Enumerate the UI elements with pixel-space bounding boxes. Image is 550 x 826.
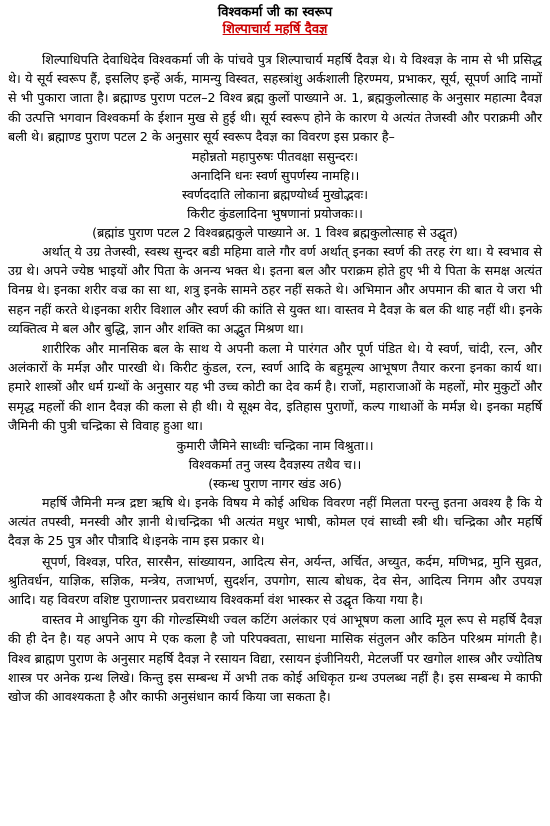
paragraph-intro: शिल्पाधिपति देवाधिदेव विश्वकर्मा जी के पांचवे पुत्र शिल्पाचार्य महर्षि दैवज्ञ थे। ये विश्वज्ञ के नाम से भी प्रसिद्ध थे। ये सूर्य स्वरूप हैं, इसलिए इन्हें अर्क, मामन्यु विस्वत, सहस्त्रांशु अर्कशाली हिरण्मय, प्रभाकर, सूर्य, सूपर्ण आदि नामों से भी पुकारा जाता है। ब्रह्माण्ड पुराण पटल–2 विश्व ब्रह्म कुलों पाख्याने अ. 1, ब्रह्मकुलोत्साह के अनुसार महात्मा दैवज्ञ की उत्पत्ति भगवान विश्वकर्मा के ईशान मुख से हुई थी। सूर्य स्वरूप होने के कारण ये अत्यंत तेजस्वी और पराक्रमी और बली थे। ब्रह्माण्ड पुराण पटल 2 के अनुसार सूर्य स्वरूप दैवज्ञ का विवरण इस प्रकार है– [8, 52, 542, 144]
paragraph-meaning: अर्थात् ये उग्र तेजस्वी, स्वस्थ सुन्दर बडी महिमा वाले गौर वर्ण अर्थात् इनका स्वर्ण की तरह रंग था। ये स्वभाव से उग्र थे। अपने ज्येष्ठ भाइयों और पिता के अनन्य भक्त थे। इतना बल और पराक्रम होते हुए भी ये पिता के समक्ष अत्यंत विनम्र थे। इनका शरीर वज्र का सा था, शत्रु इनके सामने ठहर नहीं सकते थे। अभिमान और अपमान की बात ये जरा भी सहन नहीं करते थे।इनका शरीर विशाल और स्वर्ण की कांति से युक्त था। वास्तव मे दैवज्ञ के बल की थाह नहीं थी। इनके व्यक्तित्व मे बल और बुद्धि, ज्ञान और शक्ति का अद्भुत मिश्रण था। [8, 244, 542, 336]
verse-source-1: (ब्रह्मांड पुराण पटल 2 विश्वब्रह्मकुले पाख्याने अ. 1 विश्व ब्रह्मकुलोत्साह से उद्घृत) [92, 225, 458, 241]
page-title: विश्वकर्मा जी का स्वरूप [217, 5, 333, 20]
verse-source-2: (स्कन्ध पुराण नागर खंड अ6) [208, 476, 342, 492]
paragraph-jaimini: महर्षि जैमिनी मन्त्र द्रष्टा ऋषि थे। इनके विषय मे कोई अधिक विवरण नहीं मिलता परन्तु इतना अवश्य है कि ये अत्यंत तपस्वी, मनस्वी और ज्ञानी थे।चन्द्रिका भी अत्यंत मधुर भाषी, कोमल एवं साध्वी स्त्री थी। चन्द्रिका और महर्षि दैवज्ञ के 25 पुत्र और पौत्रादि थे।इनके नाम इस प्रकार थे। [8, 495, 542, 549]
paragraph-sons: सूपर्ण, विश्वज्ञ, परित, सारसैन, सांख्यायन, आदित्य सेन, अर्यन्त, अर्चित, अच्युत, कर्दम, मणिभद्र, मुनि सुव्रत, श्रुतिवर्धन, याज्ञिक, सज्ञिक, मन्त्रेय, तजाभर्ण, सुदर्शन, उपगोग, सात्य बोधक, देव सेन, आदित्य निगम और उपयज्ञ आदि। यह विवरण वशिष्ट पुराणान्तर प्रवराध्याय विश्वकर्मा वंश भास्कर से उद्घृत किया गया है। [8, 553, 542, 608]
subtitle-text: शिल्पाचार्य महर्षि दैवज्ञ [222, 22, 328, 37]
verse-line: विश्वकर्मा तनु जस्य दैवज्ञस्य तथैव च।। [188, 457, 362, 473]
verse-line: किरीट कुंडलादिना भुषणानां प्रयोजकः।। [187, 206, 363, 222]
verse-block-1 [8, 147, 542, 223]
verse-line: अनादिनि धनः स्वर्ण सुपर्णस्य नामहि।। [190, 168, 360, 184]
verse-line: महोन्नतो महापुरुषः पीतवक्षा ससुन्दरः। [191, 149, 359, 165]
paragraph-modern: वास्तव मे आधुनिक युग की गोल्डस्मिथी ज्वल कटिंग अलंकार एवं आभूषण कला आदि मूल रूप से महर्षि दैवज्ञ की ही देन है। यह अपने आप मे एक कला है जो परिपक्वता, साधना मासिक संतुलन और कठिन परिश्रम मांगती है। विश्व ब्राह्मण पुराण के अनुसार महर्षि दैवज्ञ ने रसायन विद्या, रसायन इंजीनियरी, मेटलर्जी पर खगोल शास्त्र और ज्योतिष शास्त्र पर अनेक ग्रन्थ लिखे। किन्तु इस सम्बन्ध में अभी तक कोई अधिकृत ग्रन्थ उपलब्ध नहीं है। इस सम्बन्ध मे काफी खोज की आवश्यकता है और काफी अनुसंधान कार्य किया जा सकता है। [8, 612, 542, 705]
page-subtitle [8, 21, 542, 38]
paragraph-skills: शारीरिक और मानसिक बल के साथ ये अपनी कला मे पारंगत और पूर्ण पंडित थे। ये स्वर्ण, चांदी, रत्न, और अलंकारों के मर्मज्ञ और पारखी थे। किरीट कुंडल, रत्न, स्वर्ण आदि के बहुमूल्य आभूषण तैयार करना इनका कार्य था। हमारे शास्त्रों और धर्म ग्रन्थों के अनुसार यह भी उच्च कोटी का देव कर्म है। राजों, महाराजाओं के महलों, मोर मुकुटों और समृद्ध महलों की शान दैवज्ञ की कला से ही थी। ये सूक्ष्म वेद, इतिहास पुराणों, कल्प गाथाओं के मर्मज्ञ थे। इनका महर्षि जैमिनी की पुत्री चन्द्रिका से विवाह हुआ था। [8, 341, 542, 433]
verse-line: स्वर्णददाति लोकाना ब्रह्मण्योर्ध्व मुखोद्भवः। [182, 187, 368, 203]
verse-block-2 [8, 436, 542, 474]
verse-line: कुमारी जैमिने साध्वीः चन्द्रिका नाम विश्रुता।। [176, 438, 374, 454]
